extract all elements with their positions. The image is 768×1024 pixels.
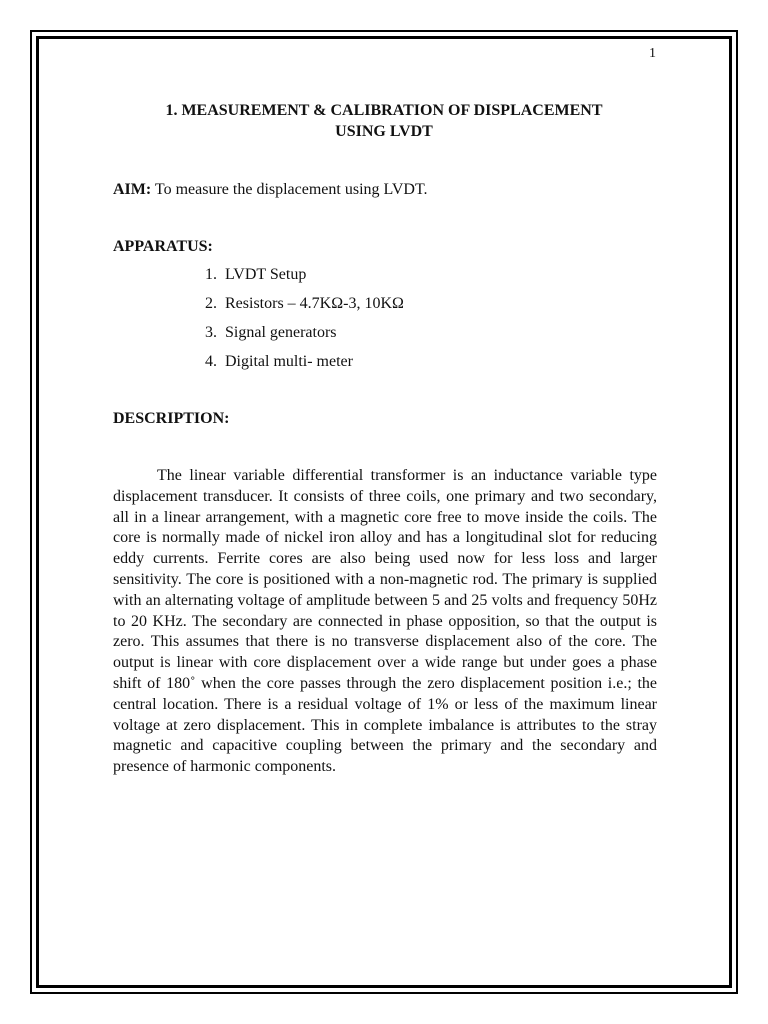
description-paragraph: The linear variable differential transformer is an inductance variable type displacement transducer. It consists of three coils, one primary and two secondary, all in a linear arrangement, with a magnetic core free to move inside the coils. The core is normally made of nickel iron alloy and has a longitudinal slot for reducing eddy currents. Ferrite cores are also being used now for less loss and larger sensitivity. The core is positioned with a non-magnetic rod. The primary is supplied with an alternating voltage of amplitude between 5 and 25 volts and frequency 50Hz to 20 KHz. The secondary are connected in phase opposition, so that the output is zero. This assumes that there is no transverse displacement also of the core. The output is linear with core displacement over a wide range but under goes a phase shift of 180˚ when the core passes through the zero displacement position i.e.; the central location. There is a residual voltage of 1% or less of the maximum linear voltage at zero displacement. This in complete imbalance is attributes to the stray magnetic and capacitive coupling between the primary and the secondary and presence of harmonic components. [113,467,657,776]
apparatus-item-text: Digital multi- meter [225,353,353,370]
description-heading: DESCRIPTION: [113,410,230,427]
apparatus-item-text: Signal generators [225,324,337,341]
aim-text: To measure the displacement using LVDT. [151,181,428,198]
apparatus-item [205,294,404,323]
document-title [100,100,668,142]
page-number: 1 [649,46,656,61]
apparatus-item [205,352,404,381]
apparatus-item-number: 2. [205,295,217,312]
apparatus-list [205,265,404,381]
title-line-2: USING LVDT [335,123,433,140]
apparatus-item-number: 3. [205,324,217,341]
apparatus-heading: APPARATUS: [113,238,213,255]
apparatus-item-number: 1. [205,266,217,283]
apparatus-item-text: Resistors – 4.7KΩ-3, 10KΩ [225,295,404,312]
aim-label: AIM: [113,181,152,198]
apparatus-item [205,265,404,294]
title-line-1: 1. MEASUREMENT & CALIBRATION OF DISPLACEMENT [165,102,603,119]
apparatus-item-text: LVDT Setup [225,266,307,283]
apparatus-item-number: 4. [205,353,217,370]
aim-section [113,181,428,199]
apparatus-item [205,323,404,352]
